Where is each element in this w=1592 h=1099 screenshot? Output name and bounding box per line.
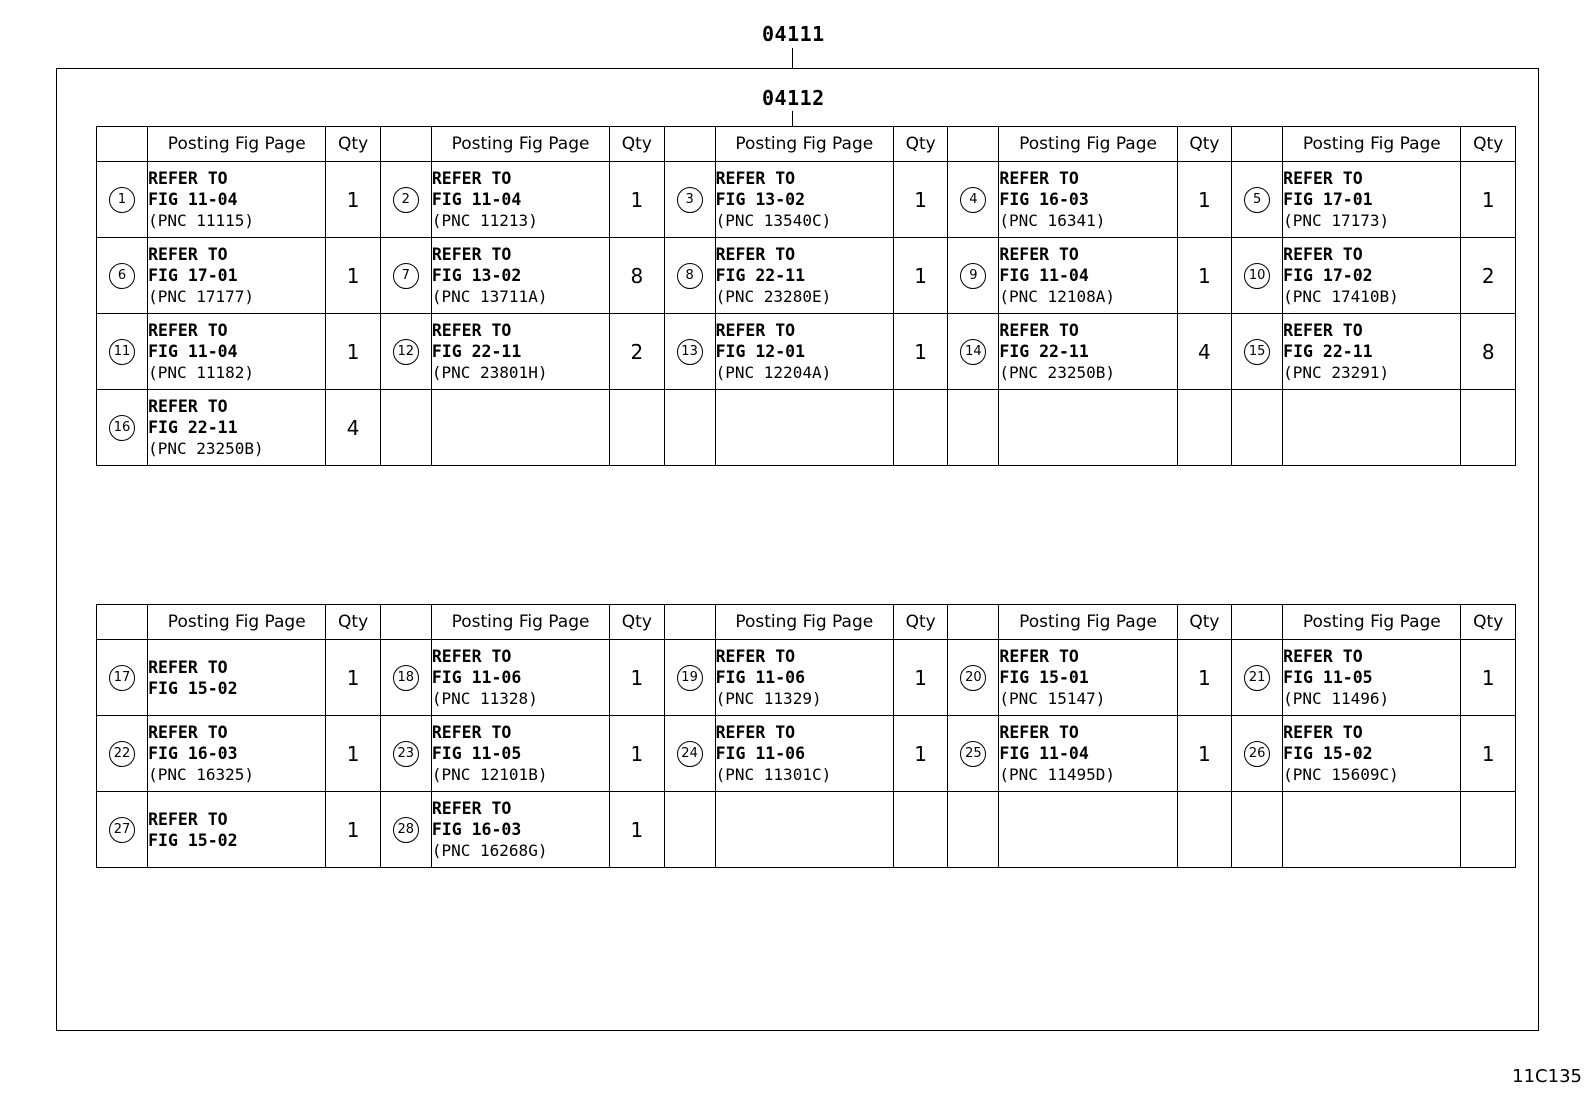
qty-cell: 8 [610, 238, 664, 314]
posting-line1: REFER TO [1283, 723, 1363, 742]
posting-line2: FIG 22-11 [715, 266, 806, 285]
posting-line1: REFER TO [148, 809, 228, 829]
posting-cell [431, 314, 609, 390]
item-number-cell [1232, 716, 1283, 792]
header-qty-cell: Qty [1177, 605, 1231, 640]
qty-cell: 1 [610, 162, 664, 238]
item-number-badge: 24 [677, 741, 703, 767]
posting-line2: FIG 22-11 [431, 342, 522, 361]
item-number-cell [664, 162, 715, 238]
header-qty-cell: Qty [1177, 127, 1231, 162]
posting-line2: FIG 13-02 [431, 266, 522, 285]
posting-line1: REFER TO [431, 799, 512, 818]
header-qty-cell: Qty [610, 127, 664, 162]
posting-line1: REFER TO [148, 657, 228, 677]
posting-line1: REFER TO [148, 723, 228, 742]
header-posting-cell: Posting Fig Page [431, 605, 609, 640]
qty-cell: 4 [326, 390, 380, 466]
header-index-cell [380, 127, 431, 162]
posting-line2: FIG 11-06 [431, 668, 522, 687]
item-number-badge: 3 [677, 187, 703, 213]
item-number-cell [664, 640, 715, 716]
posting-cell [148, 792, 326, 868]
posting-cell [715, 792, 893, 868]
posting-line2: FIG 16-03 [431, 820, 522, 839]
posting-line2: FIG 11-04 [999, 744, 1089, 763]
header-index-cell [948, 605, 999, 640]
posting-line3: (PNC 23291) [1283, 363, 1390, 382]
posting-line1: REFER TO [148, 169, 228, 188]
item-number-cell [948, 792, 999, 868]
posting-cell [715, 162, 893, 238]
qty-cell: 1 [326, 716, 380, 792]
item-number-badge: 12 [393, 339, 419, 365]
posting-line3: (PNC 12108A) [999, 287, 1115, 306]
posting-line3: (PNC 12204A) [715, 363, 832, 382]
posting-cell [431, 238, 609, 314]
posting-cell [148, 238, 326, 314]
posting-line3: (PNC 13711A) [431, 287, 548, 306]
posting-line2: FIG 12-01 [715, 342, 806, 361]
posting-line3: (PNC 16325) [148, 765, 255, 784]
item-number-badge: 19 [677, 665, 703, 691]
posting-line2: FIG 11-04 [431, 190, 522, 209]
posting-line3: (PNC 15609C) [1283, 765, 1399, 784]
leader-line-outer [792, 48, 793, 69]
posting-line3: (PNC 17177) [148, 287, 255, 306]
item-number-badge: 10 [1244, 263, 1270, 289]
posting-line1: REFER TO [715, 321, 796, 340]
posting-cell [715, 640, 893, 716]
item-number-cell [664, 792, 715, 868]
posting-line3: (PNC 13540C) [715, 211, 832, 230]
posting-line2: FIG 17-01 [1283, 190, 1373, 209]
reference-table-lower [96, 604, 1516, 868]
qty-cell: 1 [326, 640, 380, 716]
header-index-cell [97, 127, 148, 162]
table-row [97, 716, 1516, 792]
posting-line1: REFER TO [431, 245, 512, 264]
posting-line1: REFER TO [1283, 169, 1363, 188]
item-number-cell [97, 792, 148, 868]
posting-cell [431, 390, 609, 466]
reference-table-upper [96, 126, 1516, 466]
item-number-cell [948, 640, 999, 716]
item-number-cell [1232, 792, 1283, 868]
posting-line1: REFER TO [715, 723, 796, 742]
qty-cell: 2 [1461, 238, 1516, 314]
posting-cell [431, 716, 609, 792]
item-number-cell [664, 238, 715, 314]
qty-cell [1461, 390, 1516, 466]
item-number-cell [380, 716, 431, 792]
posting-line1: REFER TO [148, 321, 228, 340]
qty-cell [610, 390, 664, 466]
item-number-cell [664, 314, 715, 390]
qty-cell: 1 [326, 238, 380, 314]
qty-cell: 1 [893, 314, 947, 390]
posting-cell [1283, 390, 1461, 466]
posting-line3: (PNC 15147) [999, 689, 1106, 708]
posting-cell [431, 640, 609, 716]
posting-line3: (PNC 11213) [431, 211, 538, 230]
posting-cell [715, 390, 893, 466]
item-number-badge: 28 [393, 817, 419, 843]
item-number-cell [380, 238, 431, 314]
posting-cell [431, 162, 609, 238]
posting-line3: (PNC 11496) [1283, 689, 1390, 708]
item-number-cell [948, 716, 999, 792]
header-index-cell [664, 127, 715, 162]
qty-cell: 1 [893, 716, 947, 792]
qty-cell: 1 [326, 792, 380, 868]
item-number-badge: 18 [393, 665, 419, 691]
qty-cell [893, 390, 947, 466]
posting-line1: REFER TO [431, 169, 512, 188]
header-index-cell [948, 127, 999, 162]
header-posting-cell: Posting Fig Page [148, 605, 326, 640]
qty-cell: 1 [610, 792, 664, 868]
group-label-outer: 04111 [762, 22, 825, 46]
qty-cell: 1 [1177, 640, 1231, 716]
item-number-badge: 6 [109, 263, 135, 289]
posting-line3: (PNC 23801H) [431, 363, 548, 382]
qty-cell: 1 [1461, 716, 1516, 792]
header-index-cell [1232, 605, 1283, 640]
item-number-cell [1232, 238, 1283, 314]
item-number-cell [1232, 314, 1283, 390]
header-posting-cell: Posting Fig Page [999, 605, 1177, 640]
posting-line3: (PNC 11328) [431, 689, 538, 708]
item-number-cell [1232, 390, 1283, 466]
item-number-cell [664, 716, 715, 792]
header-posting-cell: Posting Fig Page [431, 127, 609, 162]
posting-cell [715, 238, 893, 314]
posting-line3: (PNC 23280E) [715, 287, 832, 306]
qty-cell: 1 [326, 314, 380, 390]
posting-line1: REFER TO [999, 647, 1079, 666]
posting-cell [1283, 792, 1461, 868]
header-qty-cell: Qty [1461, 605, 1516, 640]
item-number-badge: 16 [109, 415, 135, 441]
item-number-cell [380, 314, 431, 390]
posting-cell [148, 640, 326, 716]
posting-line3: (PNC 11182) [148, 363, 255, 382]
posting-line2: FIG 15-02 [148, 830, 238, 850]
posting-cell [999, 238, 1177, 314]
table-row [97, 314, 1516, 390]
posting-cell [148, 716, 326, 792]
header-posting-cell: Posting Fig Page [999, 127, 1177, 162]
table-row [97, 792, 1516, 868]
item-number-cell [380, 390, 431, 466]
posting-cell [148, 162, 326, 238]
posting-line1: REFER TO [999, 245, 1079, 264]
posting-cell [1283, 640, 1461, 716]
header-posting-cell: Posting Fig Page [1283, 605, 1461, 640]
item-number-badge: 25 [960, 741, 986, 767]
posting-line2: FIG 11-04 [148, 342, 238, 361]
posting-cell [999, 792, 1177, 868]
header-index-cell [664, 605, 715, 640]
posting-line2: FIG 11-05 [1283, 668, 1373, 687]
posting-line2: FIG 11-05 [431, 744, 522, 763]
posting-line3: (PNC 23250B) [148, 439, 264, 458]
posting-line3: (PNC 11495D) [999, 765, 1115, 784]
item-number-cell [948, 390, 999, 466]
item-number-cell [1232, 640, 1283, 716]
item-number-cell [97, 640, 148, 716]
header-posting-cell: Posting Fig Page [715, 605, 893, 640]
item-number-badge: 21 [1244, 665, 1270, 691]
posting-line2: FIG 13-02 [715, 190, 806, 209]
item-number-badge: 27 [109, 817, 135, 843]
posting-line2: FIG 15-01 [999, 668, 1089, 687]
posting-cell [1283, 238, 1461, 314]
item-number-cell [97, 716, 148, 792]
posting-cell [715, 716, 893, 792]
qty-cell [1461, 792, 1516, 868]
item-number-badge: 2 [393, 187, 419, 213]
item-number-cell [948, 238, 999, 314]
posting-line1: REFER TO [431, 723, 512, 742]
item-number-badge: 1 [109, 187, 135, 213]
qty-cell [1177, 792, 1231, 868]
header-index-cell [380, 605, 431, 640]
posting-line2: FIG 11-06 [715, 744, 806, 763]
posting-cell [431, 792, 609, 868]
item-number-cell [97, 162, 148, 238]
table-header-row [97, 127, 1516, 162]
item-number-badge: 4 [960, 187, 986, 213]
posting-cell [999, 716, 1177, 792]
item-number-badge: 11 [109, 339, 135, 365]
posting-cell [999, 314, 1177, 390]
qty-cell: 1 [1461, 162, 1516, 238]
item-number-cell [1232, 162, 1283, 238]
table-row [97, 238, 1516, 314]
posting-cell [999, 162, 1177, 238]
qty-cell: 1 [610, 640, 664, 716]
posting-line1: REFER TO [999, 169, 1079, 188]
table-header-row [97, 605, 1516, 640]
table-row [97, 390, 1516, 466]
item-number-cell [948, 314, 999, 390]
posting-cell [715, 314, 893, 390]
qty-cell: 1 [893, 162, 947, 238]
qty-cell: 1 [893, 640, 947, 716]
posting-cell [1283, 162, 1461, 238]
qty-cell: 1 [610, 716, 664, 792]
posting-line3: (PNC 12101B) [431, 765, 548, 784]
item-number-badge: 15 [1244, 339, 1270, 365]
item-number-badge: 22 [109, 741, 135, 767]
qty-cell [893, 792, 947, 868]
posting-line2: FIG 22-11 [1283, 342, 1373, 361]
figure-code: 11C135 [1512, 1066, 1582, 1087]
item-number-cell [948, 162, 999, 238]
item-number-badge: 23 [393, 741, 419, 767]
posting-line1: REFER TO [148, 397, 228, 416]
header-qty-cell: Qty [326, 127, 380, 162]
item-number-cell [380, 162, 431, 238]
item-number-cell [380, 640, 431, 716]
posting-line1: REFER TO [999, 321, 1079, 340]
posting-cell [1283, 314, 1461, 390]
posting-line1: REFER TO [148, 245, 228, 264]
group-label-inner: 04112 [762, 86, 825, 110]
header-posting-cell: Posting Fig Page [715, 127, 893, 162]
item-number-cell [97, 238, 148, 314]
header-qty-cell: Qty [1461, 127, 1516, 162]
qty-cell: 1 [1177, 716, 1231, 792]
item-number-badge: 8 [677, 263, 703, 289]
posting-line2: FIG 15-02 [1283, 744, 1373, 763]
posting-line3: (PNC 17410B) [1283, 287, 1399, 306]
header-index-cell [1232, 127, 1283, 162]
item-number-cell [664, 390, 715, 466]
item-number-cell [380, 792, 431, 868]
qty-cell: 4 [1177, 314, 1231, 390]
item-number-badge: 26 [1244, 741, 1270, 767]
posting-line3: (PNC 16341) [999, 211, 1106, 230]
item-number-badge: 7 [393, 263, 419, 289]
header-posting-cell: Posting Fig Page [148, 127, 326, 162]
posting-line2: FIG 17-02 [1283, 266, 1373, 285]
posting-line3: (PNC 16268G) [431, 841, 548, 860]
item-number-cell [97, 314, 148, 390]
posting-line1: REFER TO [715, 169, 796, 188]
header-index-cell [97, 605, 148, 640]
posting-cell [999, 640, 1177, 716]
item-number-badge: 13 [677, 339, 703, 365]
posting-cell [148, 390, 326, 466]
qty-cell: 2 [610, 314, 664, 390]
item-number-cell [97, 390, 148, 466]
table-row [97, 162, 1516, 238]
posting-line1: REFER TO [715, 647, 796, 666]
posting-line1: REFER TO [999, 723, 1079, 742]
posting-line2: FIG 16-03 [148, 744, 238, 763]
qty-cell: 8 [1461, 314, 1516, 390]
leader-line-inner [792, 111, 793, 127]
posting-line3: (PNC 11301C) [715, 765, 832, 784]
posting-line2: FIG 22-11 [999, 342, 1089, 361]
posting-line1: REFER TO [715, 245, 796, 264]
posting-line1: REFER TO [431, 321, 512, 340]
posting-cell [1283, 716, 1461, 792]
posting-line1: REFER TO [431, 647, 512, 666]
header-qty-cell: Qty [326, 605, 380, 640]
posting-line1: REFER TO [1283, 647, 1363, 666]
posting-line2: FIG 15-02 [148, 678, 238, 698]
posting-line3: (PNC 11115) [148, 211, 255, 230]
posting-line1: REFER TO [1283, 245, 1363, 264]
posting-line1: REFER TO [1283, 321, 1363, 340]
table-row [97, 640, 1516, 716]
posting-line2: FIG 11-06 [715, 668, 806, 687]
item-number-badge: 5 [1244, 187, 1270, 213]
qty-cell: 1 [1177, 162, 1231, 238]
posting-line2: FIG 16-03 [999, 190, 1089, 209]
qty-cell: 1 [1177, 238, 1231, 314]
qty-cell: 1 [326, 162, 380, 238]
item-number-badge: 20 [960, 665, 986, 691]
posting-cell [148, 314, 326, 390]
item-number-badge: 17 [109, 665, 135, 691]
item-number-badge: 9 [960, 263, 986, 289]
posting-line2: FIG 22-11 [148, 418, 238, 437]
posting-line2: FIG 17-01 [148, 266, 238, 285]
item-number-badge: 14 [960, 339, 986, 365]
header-posting-cell: Posting Fig Page [1283, 127, 1461, 162]
qty-cell: 1 [893, 238, 947, 314]
posting-line3: (PNC 17173) [1283, 211, 1390, 230]
posting-line3: (PNC 11329) [715, 689, 822, 708]
posting-line2: FIG 11-04 [999, 266, 1089, 285]
header-qty-cell: Qty [893, 127, 947, 162]
posting-line3: (PNC 23250B) [999, 363, 1115, 382]
posting-cell [999, 390, 1177, 466]
posting-line2: FIG 11-04 [148, 190, 238, 209]
qty-cell [1177, 390, 1231, 466]
header-qty-cell: Qty [610, 605, 664, 640]
qty-cell: 1 [1461, 640, 1516, 716]
header-qty-cell: Qty [893, 605, 947, 640]
